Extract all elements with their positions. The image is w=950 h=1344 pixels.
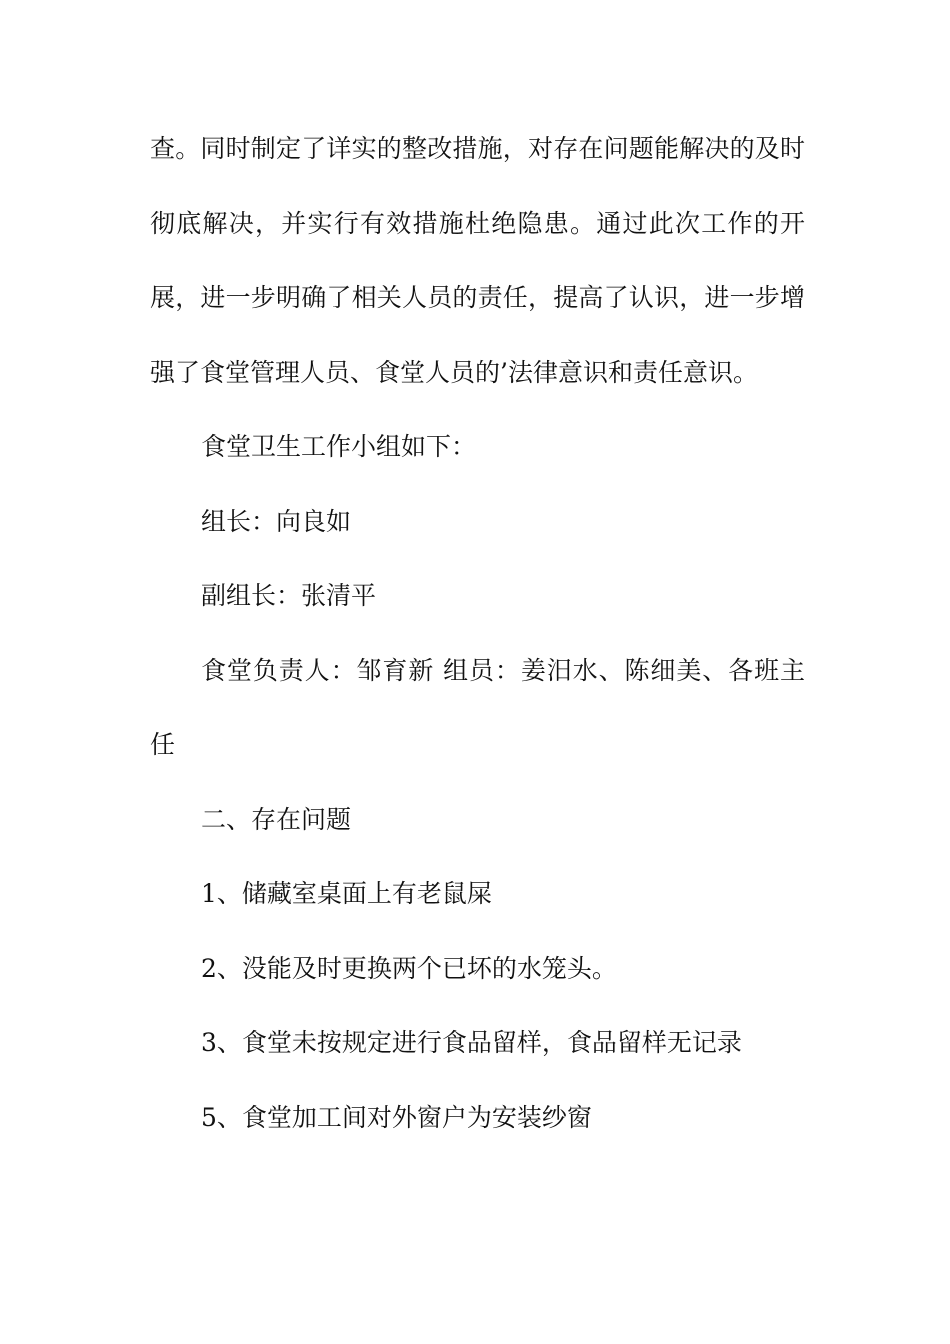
document-body (150, 112, 805, 1155)
paragraph-canteen-members: 食堂负责人：邹育新 组员：姜汨水、陈细美、各班主任 (150, 655, 805, 759)
problem-item-3: 3、食堂未按规定进行食品留样，食品留样无记录 (201, 1028, 742, 1057)
paragraph-team-intro: 食堂卫生工作小组如下： (201, 432, 477, 461)
section-heading-existing-problems: 二、存在问题 (201, 804, 352, 834)
paragraph-team-leader: 组长：向良如 (201, 506, 352, 536)
problem-item-5: 5、食堂加工间对外窗户为安装纱窗 (201, 1102, 592, 1132)
problem-item-1: 1、储藏室桌面上有老鼠屎 (201, 879, 492, 908)
paragraph-deputy-leader: 副组长：张清平 (201, 581, 377, 610)
problem-item-2: 2、没能及时更换两个已坏的水笼头。 (201, 953, 617, 983)
paragraph-rectification-summary: 查。同时制定了详实的整改措施，对存在问题能解决的及时彻底解决，并实行有效措施杜绝隐患。通过此次工作的开展，进一步明确了相关人员的责任，提高了认识，进一步增强了食堂管理人员、食堂人员的’法律意识和责任意识。 (150, 134, 805, 387)
